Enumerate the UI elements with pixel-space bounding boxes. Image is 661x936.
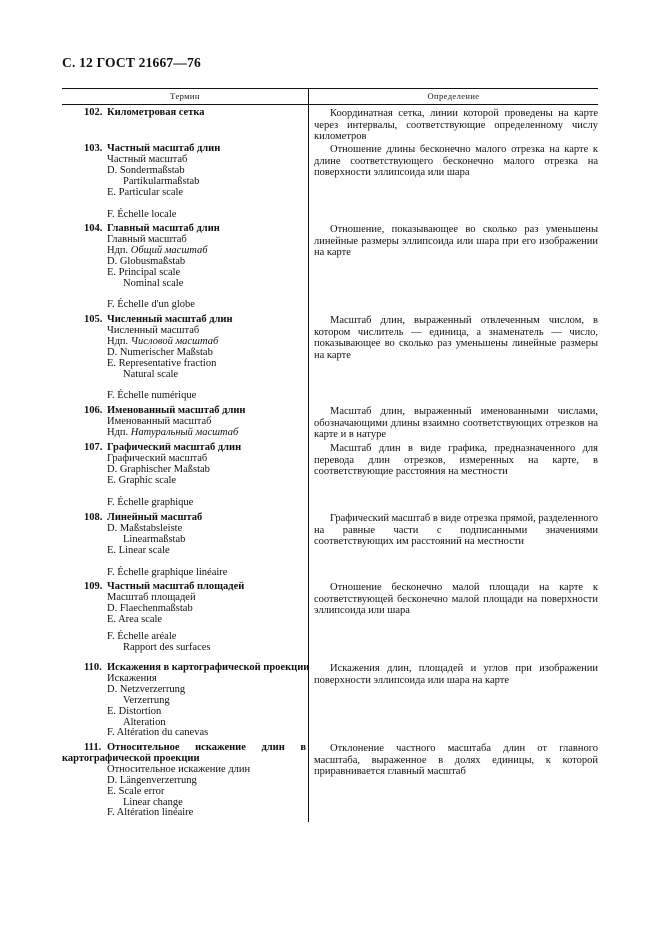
- term-number: 108.: [84, 512, 103, 523]
- term-title: Частный масштаб длин: [107, 143, 221, 154]
- synonym: Относительное искажение длин: [107, 763, 251, 775]
- synonym: Масштаб площадей: [107, 591, 196, 603]
- term-definition: Отношение, показывающее во сколько раз уменьшены линейные размеры эллипсоида или шара при его изображении на карте: [314, 224, 598, 259]
- deprecated-term: Ндп. Натуральный масштаб: [107, 426, 239, 438]
- foreign-term-de: D. Graphischer Maßstab: [107, 463, 210, 475]
- term-number: 110.: [84, 662, 102, 673]
- foreign-term-de: D. Sondermaßstab: [107, 164, 185, 176]
- term-column: [62, 443, 306, 509]
- term-number: 107.: [84, 442, 103, 453]
- foreign-term-en: E. Particular scale: [107, 186, 184, 198]
- term-definition: Масштаб длин, выраженный отвлеченным числом, в котором числитель — единица, а знаменатель — число, показывающее во сколько раз уменьшены линейные размеры на карте: [314, 315, 598, 361]
- foreign-term-de: Verzerrung: [123, 694, 170, 706]
- term-column: [62, 315, 306, 402]
- foreign-term-de: Linearmaßstab: [123, 533, 186, 545]
- term-number: 111.: [84, 742, 102, 753]
- foreign-term-de: D. Flaechenmaßstab: [107, 602, 193, 614]
- term-title: Частный масштаб площадей: [107, 581, 245, 592]
- synonym: Численный масштаб: [107, 324, 200, 336]
- table-header-rule: [62, 104, 598, 105]
- foreign-term-de: Partikularmaßstab: [123, 175, 200, 187]
- foreign-term-de: D. Maßstabsleiste: [107, 522, 183, 534]
- term-number: 104.: [84, 223, 103, 234]
- term-title: Именованный масштаб длин: [107, 405, 246, 416]
- term-column: [62, 406, 306, 439]
- term-column: [62, 144, 306, 220]
- term-definition: Отношение длины бесконечно малого отрезка на карте к длине соответствующего бесконечно малого отрезка на поверхности эллипсоида или шара: [314, 144, 598, 179]
- term-column: [62, 224, 306, 311]
- term-title: Графический масштаб длин: [107, 442, 242, 453]
- term-number: 102.: [84, 107, 103, 118]
- column-divider: [308, 88, 309, 822]
- term-definition: Графический масштаб в виде отрезка прямой, разделенного на равные части с подписанными значениями соответствующих им расстояний на местности: [314, 513, 598, 548]
- term-title: Линейный масштаб: [107, 512, 203, 523]
- foreign-term-en: Nominal scale: [123, 277, 184, 289]
- term-column: [62, 743, 306, 819]
- foreign-term-de: D. Globusmaßstab: [107, 255, 186, 267]
- term-title: Искажения в картографической проекции: [107, 662, 310, 673]
- foreign-term-fr: F. Échelle locale: [107, 208, 177, 220]
- foreign-term-en: E. Principal scale: [107, 266, 181, 278]
- foreign-term-de: D. Numerischer Maßstab: [107, 346, 213, 358]
- foreign-term-en: E. Graphic scale: [107, 474, 177, 486]
- foreign-term-fr: F. Échelle graphique linéaire: [107, 566, 228, 578]
- foreign-term-fr: F. Échelle numérique: [107, 390, 197, 402]
- foreign-term-fr: F. Échelle d'un globe: [107, 299, 195, 311]
- foreign-term-en: E. Distortion: [107, 705, 162, 717]
- term-column: [62, 662, 310, 739]
- deprecated-term: Ндп. Числовой масштаб: [107, 335, 219, 347]
- header-definition: Определение: [427, 91, 480, 101]
- term-column: [62, 582, 306, 653]
- term-definition: Отклонение частного масштаба длин от главного масштаба, выраженное в долях единицы, к которой приравнивается главный масштаб: [314, 743, 598, 778]
- synonym: Искажения: [107, 672, 157, 684]
- term-definition: Искажения длин, площадей и углов при изображении поверхности эллипсоида или шара на карте: [314, 663, 598, 686]
- term-definition: Масштаб длин в виде графика, предназначенного для перевода длин отрезков, измеренных на карте, в соответствующие расстояния на местности: [314, 443, 598, 478]
- synonym: Частный масштаб: [107, 153, 188, 165]
- foreign-term-de: D. Längenverzerrung: [107, 774, 197, 786]
- foreign-term-en: E. Linear scale: [107, 544, 170, 556]
- term-definition: Отношение бесконечно малой площади на карте к соответствующей бесконечно малой площади на поверхности эллипсоида или шара: [314, 582, 598, 617]
- page-header: С. 12 ГОСТ 21667—76: [62, 55, 201, 70]
- term-number: 106.: [84, 405, 103, 416]
- term-title: Километровая сетка: [107, 107, 205, 118]
- synonym: Именованный масштаб: [107, 415, 212, 427]
- term-definition: Координатная сетка, линии которой проведены на карте через интервалы, соответствующие определенному числу километров: [314, 108, 598, 143]
- term-number: 105.: [84, 314, 103, 325]
- term-number: 109.: [84, 581, 103, 592]
- terms-table: [62, 88, 598, 822]
- term-title: Численный масштаб длин: [107, 314, 233, 325]
- foreign-term-en: Linear change: [123, 796, 183, 808]
- foreign-term-fr: F. Échelle graphique: [107, 496, 194, 508]
- header-term: Термин: [170, 91, 200, 101]
- foreign-term-fr: F. Altération du canevas: [107, 727, 209, 739]
- deprecated-term: Ндп. Общий масштаб: [107, 244, 208, 256]
- term-column: [62, 513, 306, 579]
- foreign-term-fr: Rapport des surfaces: [123, 641, 211, 653]
- term-title: Главный масштаб длин: [107, 223, 220, 234]
- foreign-term-en: Alteration: [123, 716, 166, 728]
- synonym: Главный масштаб: [107, 233, 187, 245]
- term-number: 103.: [84, 143, 103, 154]
- synonym: Графический масштаб: [107, 452, 208, 464]
- table-top-rule: [62, 88, 598, 89]
- foreign-term-fr: F. Échelle aréale: [107, 630, 177, 642]
- term-definition: Масштаб длин, выраженный именованными числами, обозначающими длины взаимно соответствующих отрезков на карте и в натуре: [314, 406, 598, 441]
- foreign-term-fr: F. Altération linéaire: [107, 807, 194, 819]
- term-column: [62, 108, 306, 119]
- foreign-term-de: D. Netzverzerrung: [107, 683, 186, 695]
- term-title: Относительное искажение длин в картографической проекции: [62, 742, 306, 764]
- foreign-term-en: Natural scale: [123, 368, 179, 380]
- foreign-term-en: E. Scale error: [107, 785, 165, 797]
- foreign-term-en: E. Representative fraction: [107, 357, 217, 369]
- foreign-term-en: E. Area scale: [107, 613, 163, 625]
